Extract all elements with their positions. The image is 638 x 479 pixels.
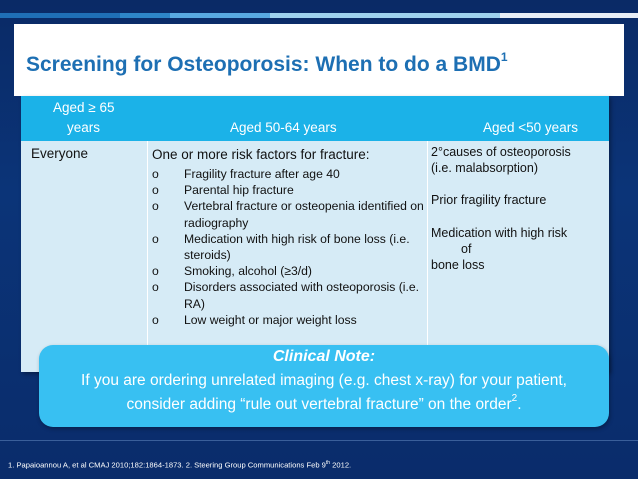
table-header [21, 96, 609, 141]
header-aged-65-line2: years [67, 120, 101, 135]
clinical-note-line1: If you are ordering unrelated imaging (e.g. chest x-ray) for your patient, [81, 372, 567, 389]
footer-sup: th [325, 460, 331, 466]
list-item-text: Vertebral fracture or osteopenia identified on radiography [184, 199, 424, 230]
slide-title [26, 52, 508, 77]
risk-factors-intro: One or more risk factors for fracture: [152, 147, 370, 162]
list-item-text: Fragility fracture after age 40 [184, 167, 340, 181]
list-item-text: Disorders associated with osteoporosis (i.e. RA) [184, 280, 420, 311]
clinical-note-callout [39, 345, 609, 427]
secondary-causes [431, 144, 609, 176]
bullet-icon: o [152, 264, 159, 279]
footer-text-b: 2012. [330, 460, 352, 470]
secondary-causes-line2: (i.e. malabsorption) [431, 161, 538, 176]
secondary-causes-line1: 2°causes of osteoporosis [431, 145, 571, 159]
clinical-note-title: Clinical Note: [272, 348, 376, 365]
list-item [152, 231, 427, 263]
bullet-icon: o [152, 199, 159, 214]
bullet-icon: o [152, 167, 159, 181]
list-item-text: Low weight or major weight loss [184, 312, 357, 327]
footer-divider [0, 440, 638, 441]
cell-everyone: Everyone [31, 146, 89, 161]
clinical-note-line2-text: consider adding “rule out vertebral fracture” on the order [126, 396, 512, 414]
clinical-note-reference: 2 [511, 393, 518, 404]
list-item [152, 263, 427, 279]
list-item [152, 279, 427, 311]
list-item [152, 182, 427, 198]
table-body [21, 141, 609, 372]
medication-risk-line2: of [461, 241, 472, 256]
list-item [152, 166, 427, 182]
top-accent-bar [270, 13, 500, 18]
column-divider [147, 141, 148, 372]
list-item [152, 312, 427, 328]
prior-fragility-fracture: Prior fragility fracture [431, 193, 547, 208]
slide-title-text: Screening for Osteoporosis: When to do a BMD [26, 53, 501, 76]
screening-table [21, 96, 609, 372]
top-accent-bar [170, 13, 270, 18]
medication-risk-line1: Medication with high risk [431, 225, 568, 240]
footer-references [8, 460, 351, 470]
clinical-note-line2 [39, 395, 609, 414]
bullet-icon: o [152, 312, 159, 327]
header-aged-under-50-label: Aged <50 years [483, 120, 578, 135]
footer-text-a: 1. Papaioannou A, et al CMAJ 2010;182:1864-1873. 2. Steering Group Communications Feb 9 [8, 460, 326, 470]
list-item [152, 198, 427, 230]
column-divider [427, 141, 428, 372]
medication-risk [431, 225, 609, 274]
top-accent-bar [500, 13, 638, 18]
header-aged-50-64 [147, 96, 427, 141]
top-accent-bar [120, 13, 170, 18]
bullet-icon: o [152, 231, 159, 246]
list-item-text: Smoking, alcohol (≥3/d) [184, 264, 312, 279]
risk-factor-list [152, 166, 427, 328]
title-reference: 1 [500, 50, 508, 64]
cell-under-50 [431, 144, 609, 289]
header-aged-65 [21, 96, 147, 141]
header-aged-under-50 [427, 96, 609, 141]
list-item-text: Parental hip fracture [184, 183, 294, 198]
medication-risk-line3: bone loss [431, 258, 485, 273]
list-item-text: Medication with high risk of bone loss (i.e. steroids) [184, 231, 410, 263]
clinical-note-period: . [517, 396, 522, 414]
header-aged-50-64-label: Aged 50-64 years [230, 120, 337, 135]
cell-risk-factors [152, 146, 427, 328]
header-aged-65-line1: Aged ≥ 65 [53, 100, 115, 115]
top-accent-bar [0, 13, 120, 18]
bullet-icon: o [152, 183, 159, 198]
bullet-icon: o [152, 280, 159, 295]
